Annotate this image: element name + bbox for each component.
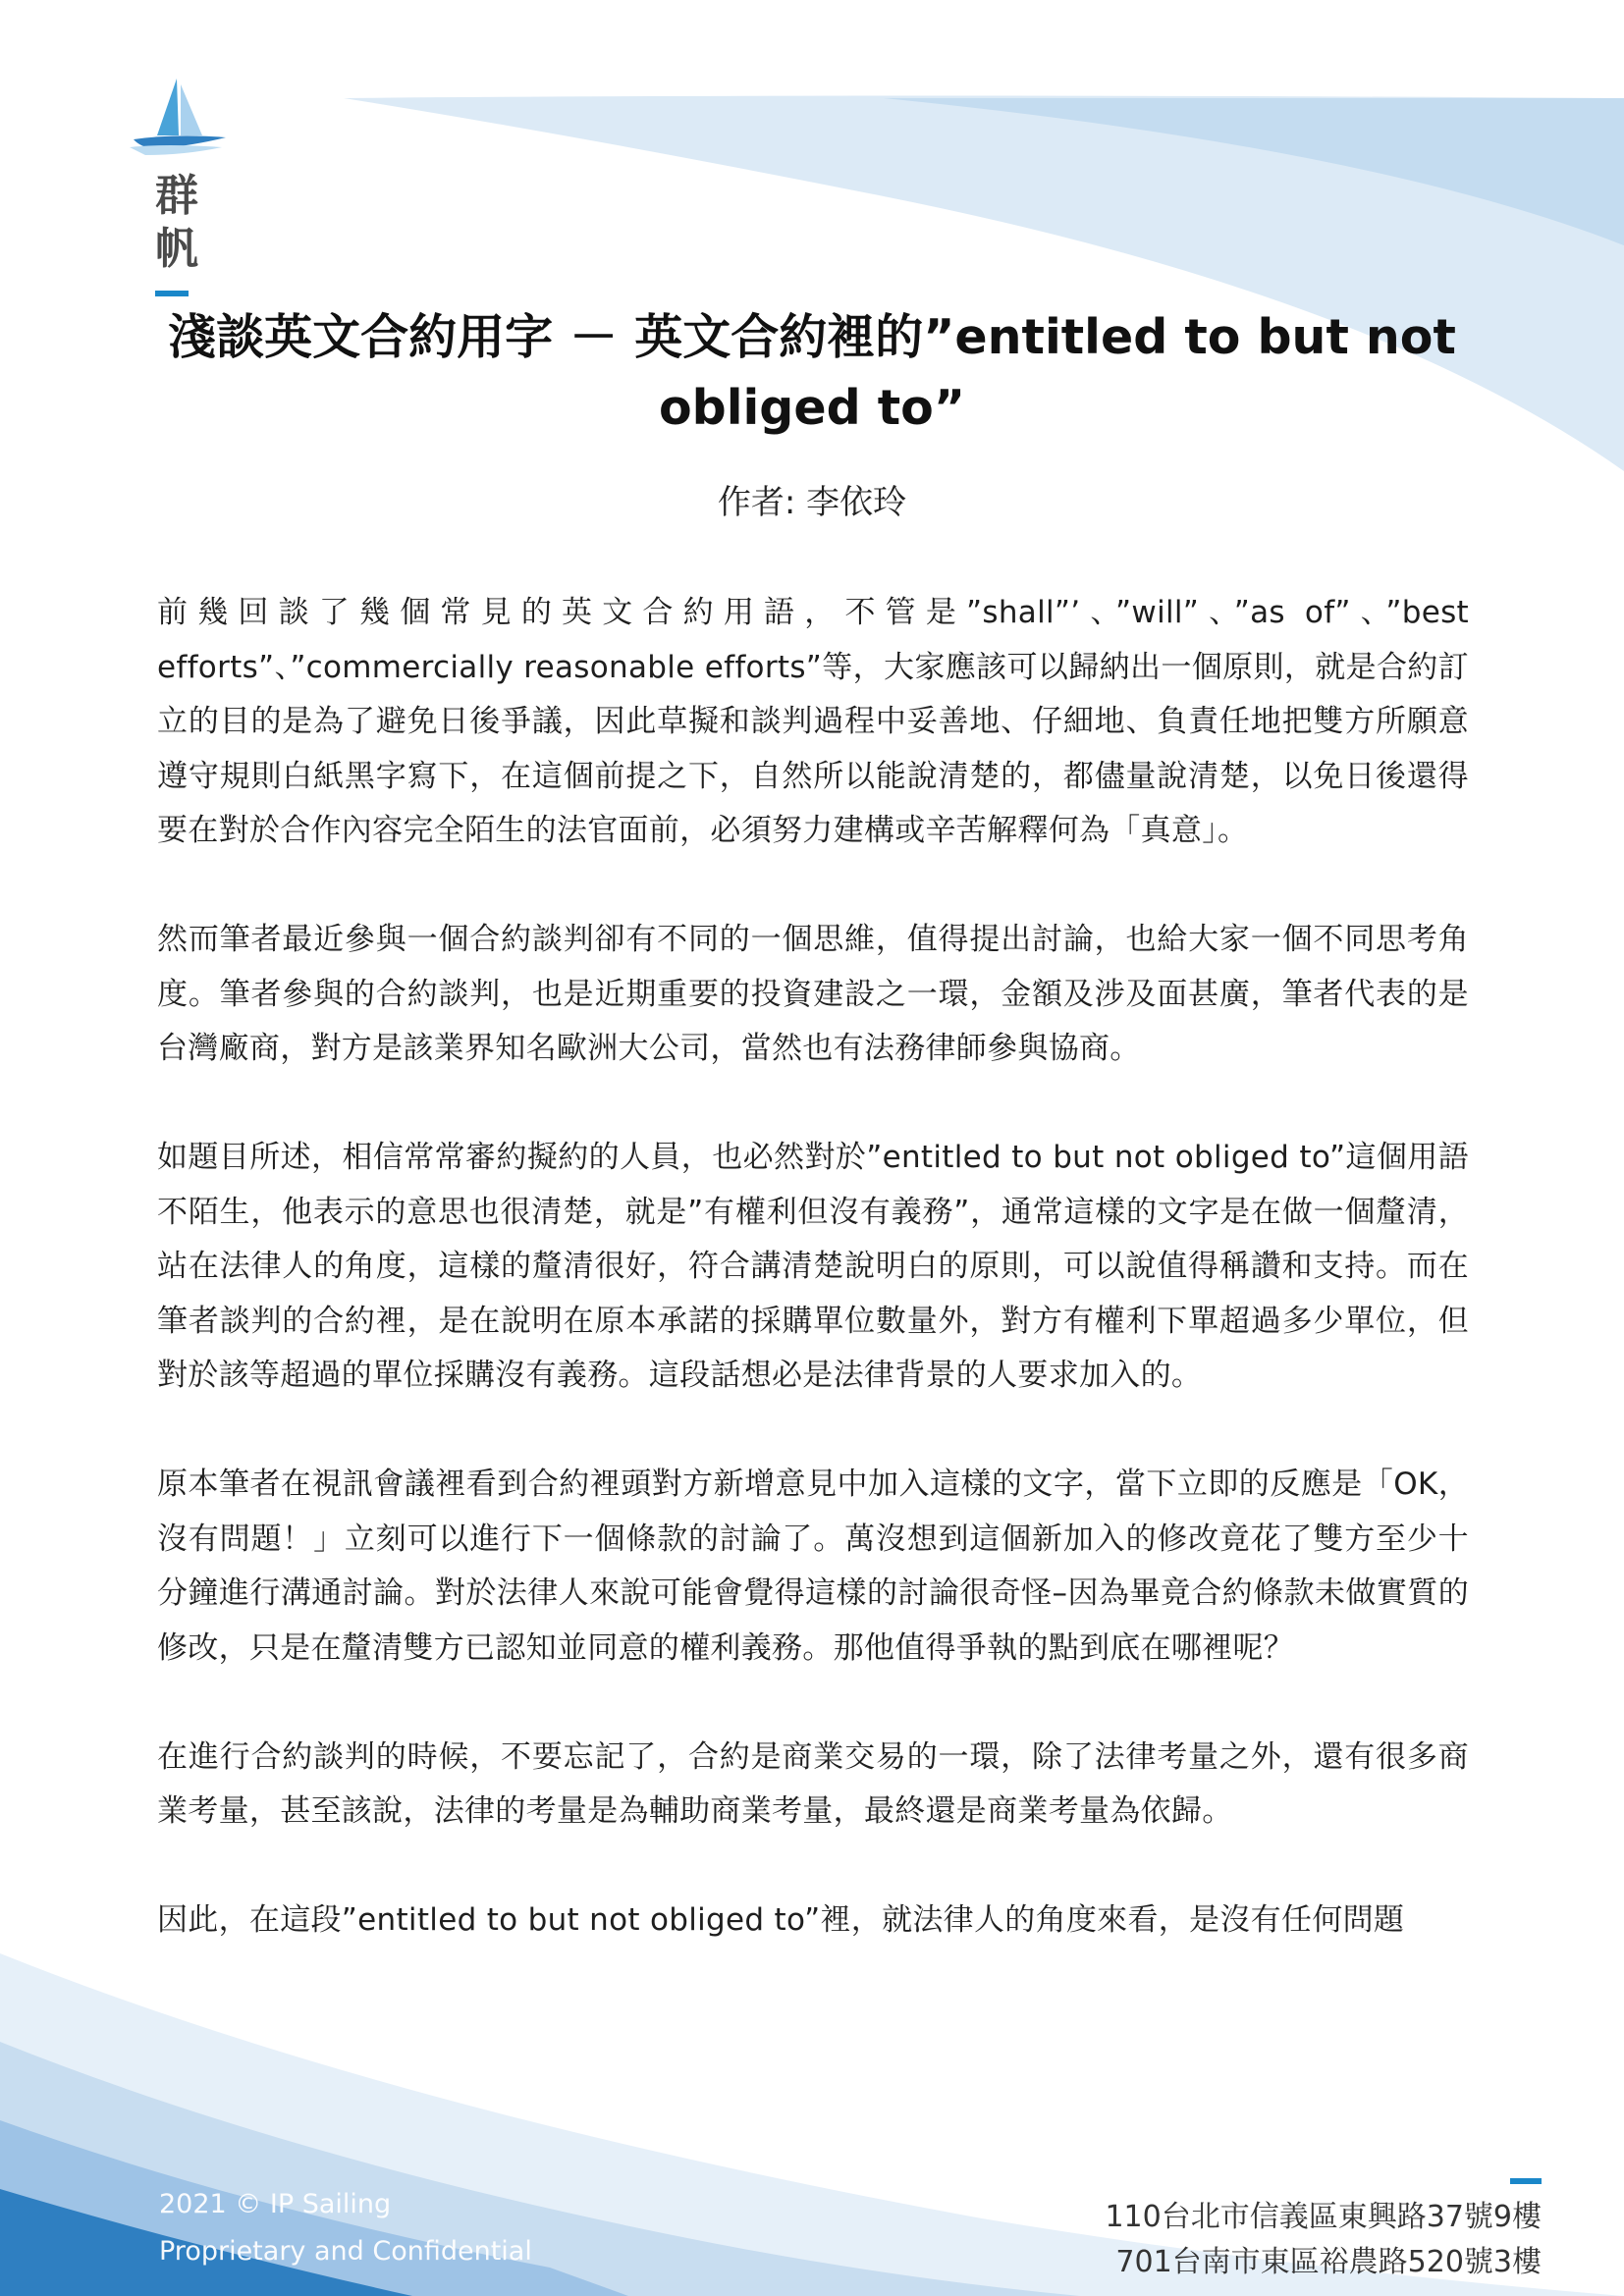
paragraph: 前幾回談了幾個常見的英文合約用語，不管是”shall”’、”will”、”as of”、”best efforts”、”commercially reasonable efforts”等，大家應該可以歸納出一個原則，就是合約訂立的目的是為了避免日後爭議，因此草擬和談判過程中妥善地、仔細地、負責任地把雙方所願意遵守規則白紙黑字寫下，在這個前提之下，自然所以能說清楚的，都儘量說清楚，以免日後還得要在對於合作內容完全陌生的法官面前，必須努力建構或辛苦解釋何為「真意」。 xyxy=(157,595,1469,848)
address-taipei: 110台北市信義區東興路37號9樓 xyxy=(1105,2200,1542,2234)
paragraph: 原本筆者在視訊會議裡看到合約裡頭對方新增意見中加入這樣的文字，當下立即的反應是「OK，沒有問題！」立刻可以進行下一個條款的討論了。萬沒想到這個新加入的修改竟花了雙方至少十分鐘進行溝通討論。對於法律人來說可能會覺得這樣的討論很奇怪–因為畢竟合約條款未做實質的修改，只是在釐清雙方已認知並同意的權利義務。那他值得爭執的點到底在哪裡呢？ xyxy=(157,1467,1469,1666)
brand-name-char-2: 帆 xyxy=(155,224,198,274)
article-body xyxy=(157,586,1469,2002)
copyright-text: 2021 © IP Sailing xyxy=(159,2189,392,2219)
article-title: 淺談英文合約用字 － 英文合約裡的”entitled to but not obliged to” xyxy=(168,309,1456,436)
sailboat-icon xyxy=(126,77,234,155)
paragraph: 然而筆者最近參與一個合約談判卻有不同的一個思維，值得提出討論，也給大家一個不同思考角度。筆者參與的合約談判，也是近期重要的投資建設之一環，金額及涉及面甚廣，筆者代表的是台灣廠商，對方是該業界知名歐洲大公司，當然也有法務律師參與協商。 xyxy=(157,922,1469,1066)
footer-copyright-block xyxy=(159,2181,532,2275)
brand-accent-bar xyxy=(155,291,189,296)
footer-addresses xyxy=(1105,2195,1542,2285)
footer-accent-bar xyxy=(1510,2178,1542,2184)
paragraph: 如題目所述，相信常常審約擬約的人員，也必然對於”entitled to but not obliged to”這個用語不陌生，他表示的意思也很清楚，就是”有權利但沒有義務”，通常這樣的文字是在做一個釐清，站在法律人的角度，這樣的釐清很好，符合講清楚說明白的原則，可以說值得稱讚和支持。而在筆者談判的合約裡，是在說明在原本承諾的採購單位數量外，對方有權利下單超過多少單位，但對於該等超過的單位採購沒有義務。這段話想必是法律背景的人要求加入的。 xyxy=(157,1140,1469,1393)
paragraph: 因此，在這段”entitled to but not obliged to”裡，就法律人的角度來看，是沒有任何問題 xyxy=(157,1902,1405,1938)
paragraph: 在進行合約談判的時候，不要忘記了，合約是商業交易的一環，除了法律考量之外，還有很多商業考量，甚至該說，法律的考量是為輔助商業考量，最終還是商業考量為依歸。 xyxy=(157,1738,1469,1829)
address-tainan: 701台南市東區裕農路520號3樓 xyxy=(1115,2245,1542,2279)
brand-logo xyxy=(126,77,234,155)
confidential-text: Proprietary and Confidential xyxy=(159,2236,532,2267)
brand-name-char-1: 群 xyxy=(155,171,198,221)
article-author: 作者: 李依玲 xyxy=(717,483,907,522)
